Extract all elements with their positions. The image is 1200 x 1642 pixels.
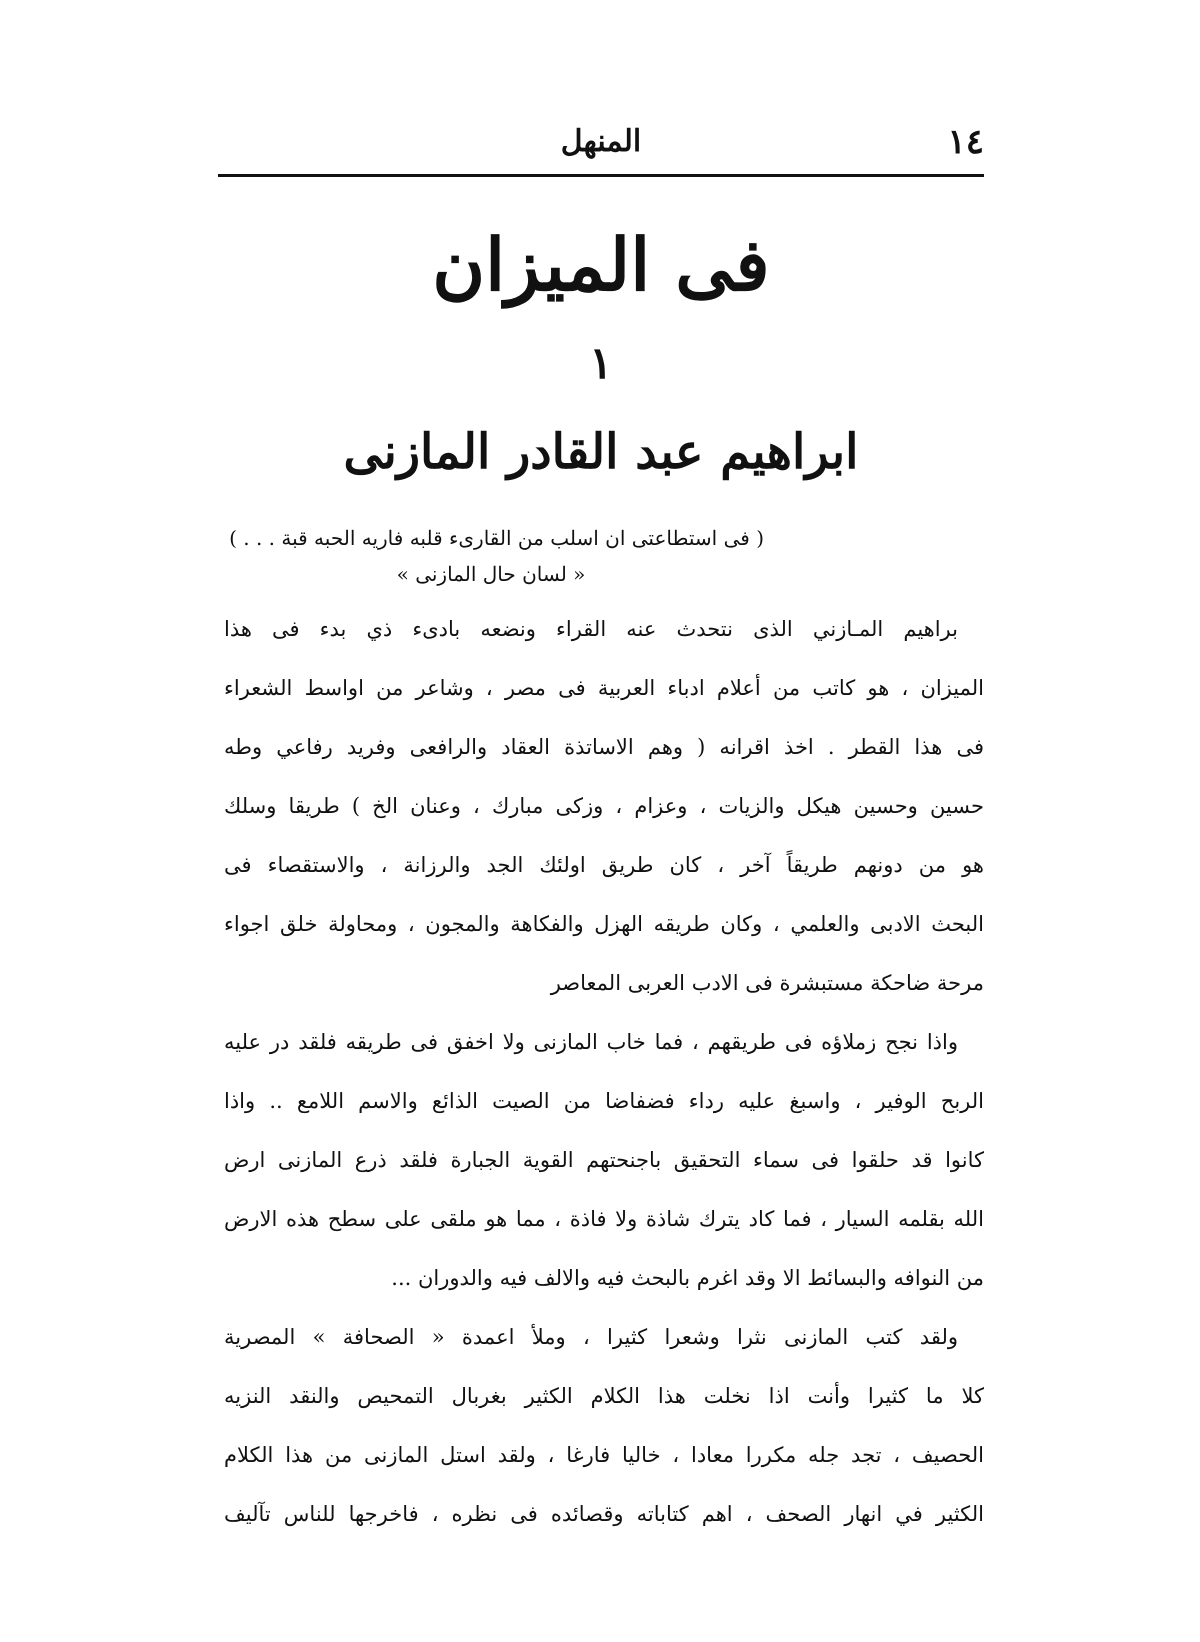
body-line: براهيم المـازني الذى نتحدث عنه القراء ونضعه بادىء ذي بدء فى هذا: [224, 617, 958, 641]
paragraph-2: [224, 1013, 984, 1308]
epigraph-source: « لسان حال المازنى »: [396, 562, 586, 586]
paragraph-3: [224, 1308, 984, 1544]
body-line: الكثير في انهار الصحف ، اهم كتاباته وقصائده فى نظره ، فاخرجها للناس تآليف: [224, 1502, 984, 1526]
body-line: من النوافه والبسائط الا وقد اغرم بالبحث فيه والالف فيه والدوران ...: [391, 1266, 984, 1290]
epigraph: [218, 520, 764, 592]
body-line: كانوا قد حلقوا فى سماء التحقيق باجنحتهم القوية الجبارة فلقد ذرع المازنى ارض: [224, 1148, 984, 1172]
article-title: ابراهيم عبد القادر المازنى: [343, 424, 859, 480]
body-line: البحث الادبى والعلمي ، وكان طريقه الهزل والفكاهة والمجون ، ومحاولة خلق اجواء: [224, 912, 984, 936]
body-line: كلا ما كثيرا وأنت اذا نخلت هذا الكلام الكثير بغربال التمحيص والنقد النزيه: [224, 1384, 984, 1408]
body-line: الحصيف ، تجد جله مكررا معادا ، خاليا فارغا ، ولقد استل المازنى من هذا الكلام: [224, 1443, 984, 1467]
body-line: حسين وحسين هيكل والزيات ، وعزام ، وزكى مبارك ، وعنان الخ ) طريقا وسلك: [224, 794, 984, 818]
body-line: الربح الوفير ، واسبغ عليه رداء فضفاضا من الصيت الذائع والاسم اللامع .. واذا: [224, 1089, 984, 1113]
section-title: فى الميزان: [432, 222, 770, 307]
body-line: الله بقلمه السيار ، فما كاد يترك شاذة ولا فاذة ، مما هو ملقى على سطح هذه الارض: [224, 1207, 984, 1231]
body-line: الميزان ، هو كاتب من أعلام ادباء العربية فى مصر ، وشاعر من اواسط الشعراء: [224, 676, 984, 700]
body-line: فى هذا القطر . اخذ اقرانه ( وهم الاساتذة العقاد والرافعى وفريد رفاعي وطه: [224, 735, 984, 759]
paragraph-1: [224, 600, 984, 1013]
journal-name: المنهل: [560, 124, 642, 159]
page-number: ١٤: [947, 122, 984, 162]
article-body: [224, 600, 984, 1544]
epigraph-quote: ( فى استطاعتى ان اسلب من القارىء قلبه فاريه الحبه قبة . . . ): [229, 526, 764, 550]
header-rule: [218, 174, 984, 177]
body-line: واذا نجح زملاؤه فى طريقهم ، فما خاب المازنى ولا اخفق فى طريقه فلقد در عليه: [224, 1030, 958, 1054]
body-line: هو من دونهم طريقاً آخر ، كان طريق اولئك الجد والرزانة ، والاستقصاء فى: [224, 853, 984, 877]
section-number: ١: [589, 338, 613, 389]
body-line: ولقد كتب المازنى نثرا وشعرا كثيرا ، وملأ اعمدة « الصحافة » المصرية: [224, 1325, 958, 1349]
running-head: [218, 118, 984, 168]
body-line: مرحة ضاحكة مستبشرة فى الادب العربى المعاصر: [550, 971, 984, 995]
